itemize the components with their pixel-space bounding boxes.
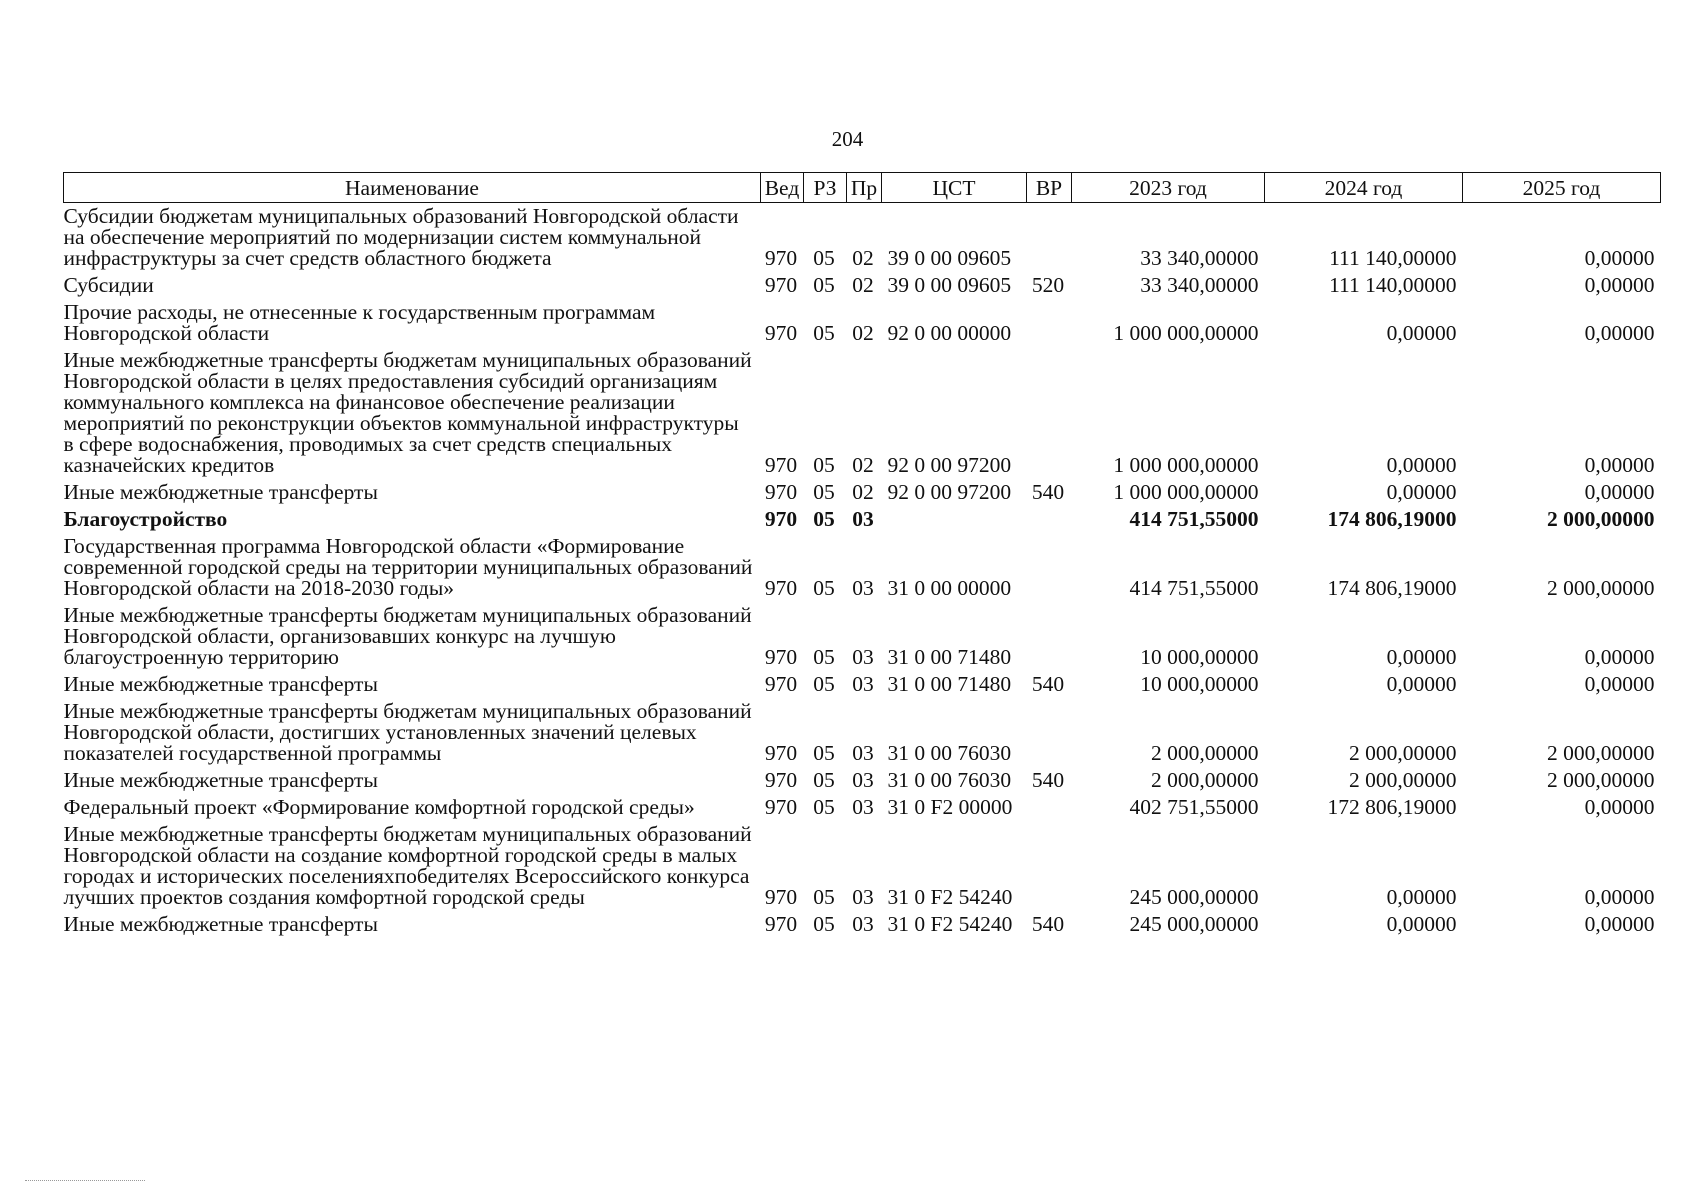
cell-y2023: 2 000,00000	[1151, 741, 1259, 765]
cell-y2025: 0,00000	[1584, 912, 1655, 936]
cell-ved: 970	[764, 795, 798, 819]
cell-name: Иные межбюджетные трансферты бюджетам муниципальных образований Новгородской области на создание комфортной городской среды в малых городах и исторических поселенияхпобедителях Всероссийского конкурса лучших проектов создания комфортной городской среды	[63, 822, 752, 909]
cell-vr: 520	[1031, 273, 1065, 297]
cell-pr: 03	[852, 768, 874, 792]
cell-y2025: 0,00000	[1584, 672, 1655, 696]
table-row	[64, 821, 1661, 911]
cell-ved: 970	[764, 507, 798, 531]
cell-y2024: 111 140,00000	[1329, 246, 1457, 270]
cell-ved: 970	[764, 741, 798, 765]
cell-y2023: 245 000,00000	[1129, 912, 1259, 936]
cell-y2023: 33 340,00000	[1140, 246, 1259, 270]
cell-cst: 31 0 00 76030	[887, 768, 1012, 792]
cell-y2024: 0,00000	[1386, 672, 1457, 696]
cell-pr: 03	[852, 912, 874, 936]
cell-ved: 970	[764, 273, 798, 297]
column-header-name: Наименование	[64, 173, 761, 203]
cell-ved: 970	[764, 885, 798, 909]
cell-y2023: 1 000 000,00000	[1113, 453, 1259, 477]
cell-ved: 970	[764, 645, 798, 669]
cell-y2024: 0,00000	[1386, 453, 1457, 477]
cell-ved: 970	[764, 576, 798, 600]
cell-pr: 02	[852, 273, 874, 297]
cell-vr	[1027, 533, 1072, 602]
cell-y2025: 0,00000	[1584, 453, 1655, 477]
cell-y2024: 0,00000	[1386, 480, 1457, 504]
cell-y2025: 0,00000	[1584, 480, 1655, 504]
cell-pr: 02	[852, 246, 874, 270]
table-row	[64, 767, 1661, 794]
cell-y2025: 2 000,00000	[1547, 507, 1655, 531]
cell-pr: 02	[852, 453, 874, 477]
cell-vr	[1027, 794, 1072, 821]
cell-y2023: 33 340,00000	[1140, 273, 1259, 297]
cell-name: Прочие расходы, не отнесенные к государственным программам Новгородской области	[63, 300, 656, 345]
cell-rz: 05	[813, 507, 835, 531]
cell-cst: 31 0 00 76030	[887, 741, 1012, 765]
cell-y2024: 2 000,00000	[1349, 768, 1457, 792]
table-body	[64, 203, 1661, 939]
cell-name: Иные межбюджетные трансферты	[63, 912, 378, 936]
column-header-2024: 2024 год	[1265, 173, 1463, 203]
cell-cst: 31 0 00 71480	[887, 672, 1012, 696]
cell-name: Иные межбюджетные трансферты	[63, 768, 378, 792]
cell-vr	[1027, 203, 1072, 273]
cell-rz: 05	[813, 795, 835, 819]
column-header-2023: 2023 год	[1072, 173, 1265, 203]
cell-y2025: 0,00000	[1584, 885, 1655, 909]
cell-rz: 05	[813, 768, 835, 792]
cell-name: Иные межбюджетные трансферты бюджетам муниципальных образований Новгородской области в целях предоставления субсидий организациям коммунального комплекса на финансовое обеспечение реализации мероприятий по реконструкции объектов коммунальной инфраструктуры в сфере водоснабжения, проводимых за счет средств специальных казначейских кредитов	[63, 348, 752, 477]
table-row	[64, 299, 1661, 347]
column-header-pr: Пр	[847, 173, 882, 203]
cell-y2023: 1 000 000,00000	[1113, 480, 1259, 504]
table-row	[64, 794, 1661, 821]
cell-y2025: 0,00000	[1584, 246, 1655, 270]
cell-cst: 92 0 00 00000	[887, 321, 1012, 345]
cell-vr: 540	[1031, 672, 1065, 696]
table-row	[64, 698, 1661, 767]
cell-name: Иные межбюджетные трансферты бюджетам муниципальных образований Новгородской области, организовавших конкурс на лучшую благоустроенную территорию	[63, 603, 752, 669]
cell-y2024: 174 806,19000	[1327, 576, 1457, 600]
cell-ved: 970	[764, 912, 798, 936]
cell-ved: 970	[764, 672, 798, 696]
cell-pr: 03	[852, 507, 874, 531]
cell-rz: 05	[813, 645, 835, 669]
table-row	[64, 911, 1661, 938]
cell-vr	[1027, 602, 1072, 671]
page-number: 204	[831, 127, 864, 151]
cell-pr: 03	[852, 645, 874, 669]
cell-y2024: 172 806,19000	[1327, 795, 1457, 819]
table-row	[64, 602, 1661, 671]
cell-name: Благоустройство	[63, 507, 228, 531]
cell-name: Федеральный проект «Формирование комфортной городской среды»	[63, 795, 695, 819]
cell-y2024: 174 806,19000	[1327, 507, 1457, 531]
cell-cst: 39 0 00 09605	[887, 246, 1012, 270]
cell-y2025: 2 000,00000	[1547, 576, 1655, 600]
cell-ved: 970	[764, 246, 798, 270]
cell-vr: 540	[1031, 768, 1065, 792]
table-row	[64, 533, 1661, 602]
cell-rz: 05	[813, 453, 835, 477]
cell-vr: 540	[1031, 480, 1065, 504]
table-row	[64, 671, 1661, 698]
cell-y2024: 111 140,00000	[1329, 273, 1457, 297]
cell-y2023: 414 751,55000	[1129, 576, 1259, 600]
column-header-rz: РЗ	[804, 173, 847, 203]
cell-cst: 31 0 F2 54240	[887, 885, 1013, 909]
cell-cst: 39 0 00 09605	[887, 273, 1012, 297]
cell-cst: 31 0 F2 54240	[887, 912, 1013, 936]
cell-name: Иные межбюджетные трансферты	[63, 480, 378, 504]
cell-cst	[882, 506, 1027, 533]
cell-y2023: 402 751,55000	[1129, 795, 1259, 819]
table-row	[64, 347, 1661, 479]
cell-pr: 03	[852, 576, 874, 600]
cell-y2023: 2 000,00000	[1151, 768, 1259, 792]
table-row	[64, 272, 1661, 299]
cell-ved: 970	[764, 480, 798, 504]
cell-pr: 03	[852, 795, 874, 819]
cell-vr	[1027, 821, 1072, 911]
cell-rz: 05	[813, 912, 835, 936]
table-header-row	[64, 173, 1661, 203]
cell-vr	[1027, 506, 1072, 533]
cell-vr	[1027, 698, 1072, 767]
cell-y2025: 2 000,00000	[1547, 768, 1655, 792]
cell-vr	[1027, 347, 1072, 479]
cell-pr: 02	[852, 480, 874, 504]
cell-rz: 05	[813, 672, 835, 696]
cell-rz: 05	[813, 246, 835, 270]
cell-name: Иные межбюджетные трансферты	[63, 672, 378, 696]
table-row	[64, 479, 1661, 506]
cell-vr: 540	[1031, 912, 1065, 936]
column-header-2025: 2025 год	[1463, 173, 1661, 203]
cell-cst: 92 0 00 97200	[887, 480, 1012, 504]
column-header-vr: ВР	[1027, 173, 1072, 203]
cell-ved: 970	[764, 453, 798, 477]
cell-cst: 31 0 F2 00000	[887, 795, 1013, 819]
cell-y2025: 0,00000	[1584, 321, 1655, 345]
cell-ved: 970	[764, 321, 798, 345]
cell-pr: 03	[852, 672, 874, 696]
scan-artifact	[25, 1180, 145, 1182]
cell-cst: 31 0 00 71480	[887, 645, 1012, 669]
cell-rz: 05	[813, 480, 835, 504]
cell-cst: 31 0 00 00000	[887, 576, 1012, 600]
cell-y2024: 0,00000	[1386, 912, 1457, 936]
cell-pr: 02	[852, 321, 874, 345]
cell-rz: 05	[813, 885, 835, 909]
cell-y2023: 10 000,00000	[1140, 672, 1259, 696]
cell-y2025: 0,00000	[1584, 645, 1655, 669]
cell-y2025: 0,00000	[1584, 795, 1655, 819]
cell-y2024: 0,00000	[1386, 321, 1457, 345]
cell-name: Субсидии	[63, 273, 154, 297]
cell-rz: 05	[813, 273, 835, 297]
cell-ved: 970	[764, 768, 798, 792]
cell-rz: 05	[813, 741, 835, 765]
cell-name: Государственная программа Новгородской области «Формирование современной городской среды на территории муниципальных образований Новгородской области на 2018-2030 годы»	[63, 534, 753, 600]
cell-name: Иные межбюджетные трансферты бюджетам муниципальных образований Новгородской области, достигших установленных значений целевых показателей государственной программы	[63, 699, 752, 765]
cell-name: Субсидии бюджетам муниципальных образований Новгородской области на обеспечение мероприятий по модернизации систем коммунальной инфраструктуры за счет средств областного бюджета	[63, 204, 739, 270]
cell-rz: 05	[813, 321, 835, 345]
cell-y2024: 0,00000	[1386, 885, 1457, 909]
cell-y2023: 1 000 000,00000	[1113, 321, 1259, 345]
cell-y2025: 0,00000	[1584, 273, 1655, 297]
cell-y2024: 0,00000	[1386, 645, 1457, 669]
cell-vr	[1027, 299, 1072, 347]
table-row	[64, 506, 1661, 533]
cell-y2023: 10 000,00000	[1140, 645, 1259, 669]
cell-pr: 03	[852, 741, 874, 765]
column-header-ved: Вед	[761, 173, 804, 203]
table-row	[64, 203, 1661, 273]
cell-y2023: 414 751,55000	[1129, 507, 1259, 531]
cell-pr: 03	[852, 885, 874, 909]
cell-rz: 05	[813, 576, 835, 600]
cell-y2024: 2 000,00000	[1349, 741, 1457, 765]
budget-table	[63, 172, 1661, 938]
cell-y2025: 2 000,00000	[1547, 741, 1655, 765]
cell-y2023: 245 000,00000	[1129, 885, 1259, 909]
cell-cst: 92 0 00 97200	[887, 453, 1012, 477]
column-header-cst: ЦСТ	[882, 173, 1027, 203]
